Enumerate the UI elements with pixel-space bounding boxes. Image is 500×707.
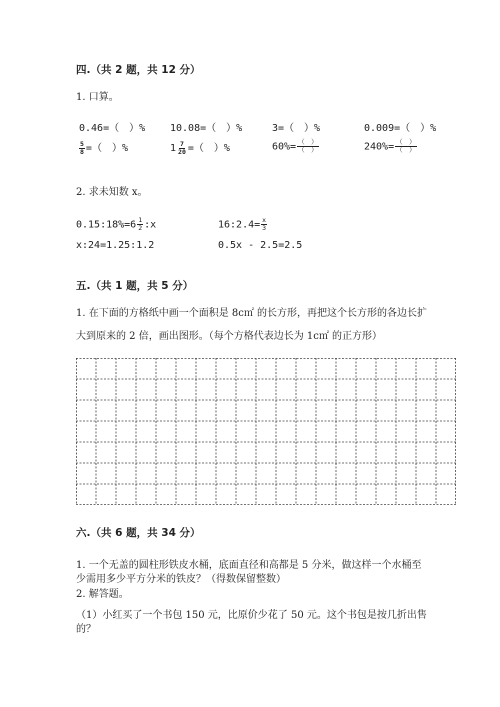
equation: 0.5x - 2.5=2.5 bbox=[218, 240, 303, 251]
mixed-number: 1 $\frac{7}{20}$ bbox=[170, 140, 186, 156]
fraction: $\frac{( )}{( )}$ bbox=[298, 138, 318, 154]
section-5-title: 五.（共 1 题，共 5 分） bbox=[76, 280, 194, 292]
question-text: 少需用多少平方分米的铁皮？（得数保留整数） bbox=[76, 574, 286, 585]
equation: 16:2.4= $\frac{x}{3}$ bbox=[218, 216, 267, 232]
oral-calc-item: 0.46=（ ）% bbox=[79, 123, 146, 134]
question-text: 1. 在下面的方格纸中画一个面积是 8c㎡ 的长方形，再把这个长方形的各边长扩 bbox=[76, 308, 428, 319]
question-text: 大到原来的 2 倍，画出图形。（每个方格代表边长为 1c㎡ 的正方形） bbox=[76, 331, 383, 342]
fraction: $\frac{5}{8}$ bbox=[80, 139, 84, 156]
oral-calc-item: 3=（ ）% bbox=[272, 123, 321, 134]
equation: 0.15:18%=6 $\frac{1}{2}$ :x bbox=[76, 216, 157, 232]
equation: x:24=1.25:1.2 bbox=[76, 240, 155, 251]
oral-calc-item: $\frac{5}{8}$ =（ ）% bbox=[80, 139, 128, 156]
square-grid-paper[interactable] bbox=[76, 358, 456, 505]
question-text: 1. 一个无盖的圆柱形铁皮水桶，底面直径和高都是 5 分米，做这样一个水桶至 bbox=[76, 560, 422, 571]
question-text: 的？ bbox=[76, 624, 96, 635]
oral-calc-item: 60%= $\frac{( )}{( )}$ bbox=[272, 138, 318, 154]
question-text: （1）小红买了一个书包 150 元，比原价少花了 50 元。这个书包是按几折出售 bbox=[76, 610, 427, 621]
question-2-label: 2. 求未知数 x。 bbox=[76, 187, 148, 198]
oral-calc-item: 10.08=（ ）% bbox=[170, 123, 243, 134]
oral-calc-item: 1 $\frac{7}{20}$ =（ ）% bbox=[170, 140, 230, 156]
question-label: 2. 解答题。 bbox=[76, 589, 129, 600]
oral-calc-item: 240%= $\frac{( )}{( )}$ bbox=[364, 138, 416, 154]
fraction: $\frac{( )}{( )}$ bbox=[396, 138, 416, 154]
oral-calc-item: 0.009=（ ）% bbox=[364, 123, 437, 134]
section-4-title: 四.（共 2 题，共 12 分） bbox=[76, 64, 201, 76]
section-6-title: 六.（共 6 题，共 34 分） bbox=[76, 527, 201, 539]
question-1-label: 1. 口算。 bbox=[76, 92, 119, 103]
